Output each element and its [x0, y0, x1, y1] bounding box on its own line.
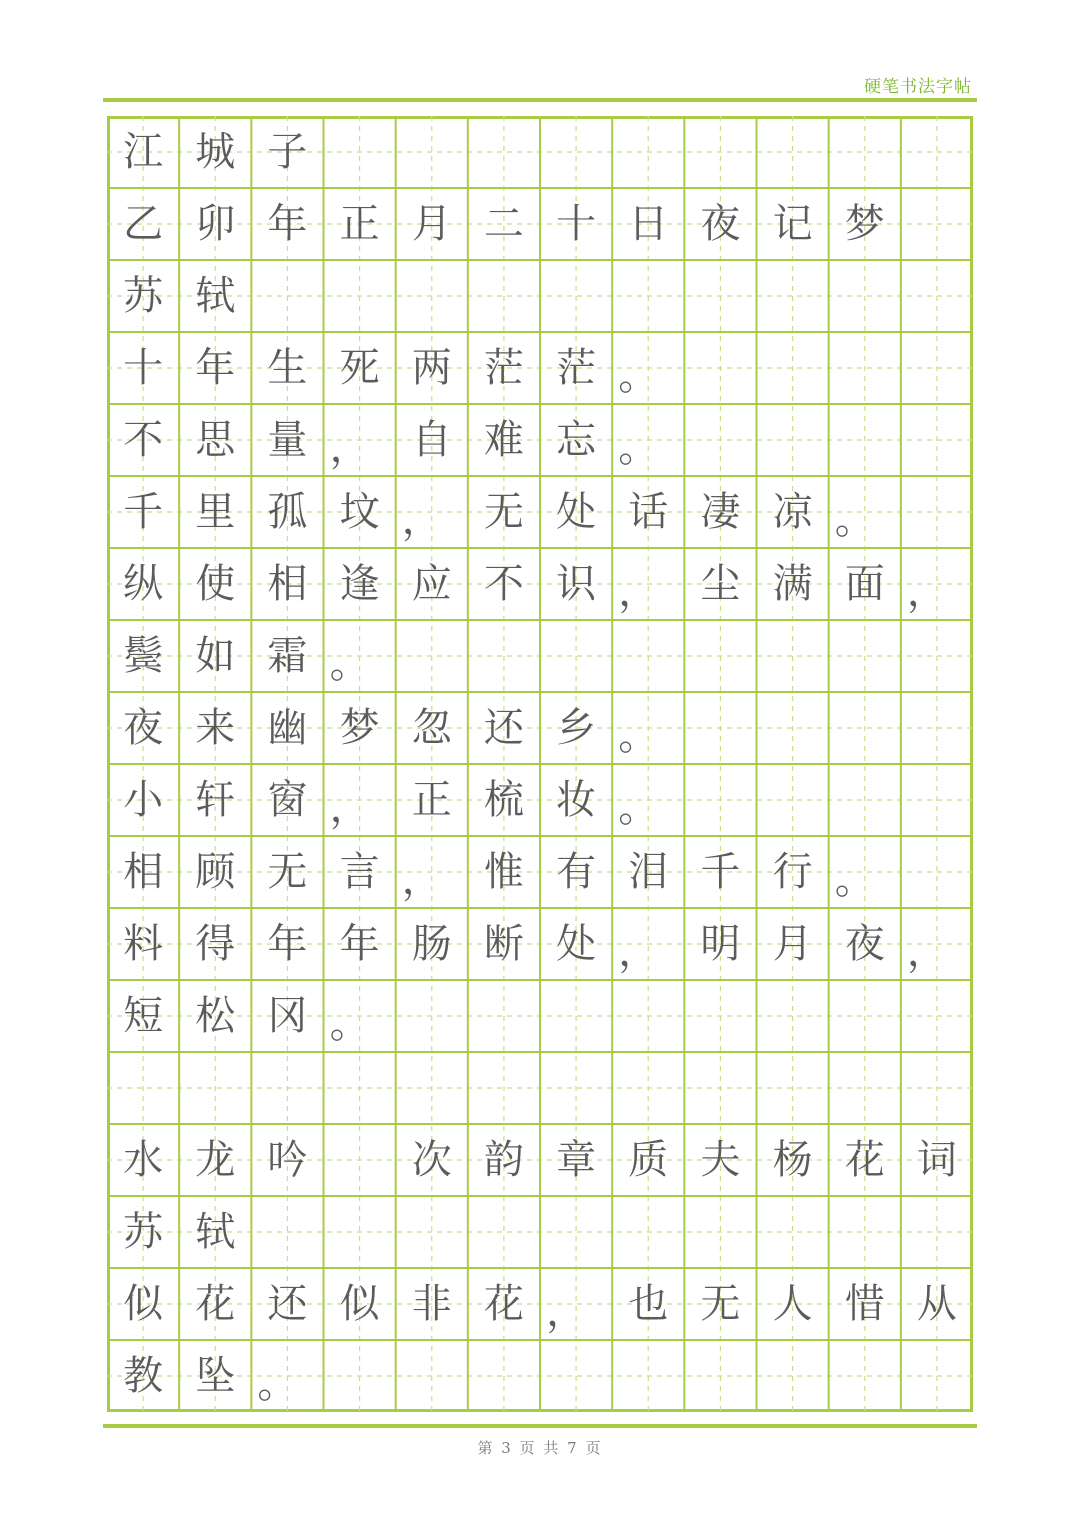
grid-character: 从 — [916, 1281, 957, 1327]
grid-character: 松 — [195, 993, 236, 1039]
grid-character: 夫 — [700, 1137, 741, 1183]
grid-character: 卯 — [195, 201, 236, 247]
grid-character: 二 — [483, 201, 524, 247]
grid-character: 处 — [556, 489, 597, 535]
header-rule — [103, 98, 977, 102]
grid-character: 凉 — [772, 489, 813, 535]
grid-character: 处 — [556, 921, 597, 967]
grid-character: 十 — [556, 201, 597, 247]
grid-character: 月 — [411, 201, 452, 247]
grid-character: 冈 — [267, 993, 308, 1039]
grid-character: ， — [329, 425, 370, 471]
grid-character: 里 — [195, 489, 236, 535]
grid-character: 人 — [772, 1281, 813, 1327]
grid-character: 明 — [700, 921, 741, 967]
grid-character: 梦 — [339, 705, 380, 751]
grid-character: 话 — [628, 489, 669, 535]
grid-character: 鬓 — [123, 633, 164, 679]
grid-character: 龙 — [195, 1137, 236, 1183]
grid-character: 。 — [834, 857, 875, 903]
grid-character: 教 — [123, 1353, 164, 1399]
grid-character: 千 — [700, 849, 741, 895]
grid-character: 夜 — [700, 201, 741, 247]
grid-character: 坟 — [339, 489, 380, 535]
grid-character: 轩 — [195, 777, 236, 823]
grid-character: 幽 — [267, 705, 308, 751]
grid-character: ， — [546, 1289, 587, 1335]
grid-character: 短 — [123, 993, 164, 1039]
grid-character: ， — [401, 497, 442, 543]
grid-character: 乡 — [556, 705, 597, 751]
grid-character: 千 — [123, 489, 164, 535]
grid-character: 识 — [556, 561, 597, 607]
grid-character: 。 — [618, 425, 659, 471]
grid-character: ， — [618, 929, 659, 975]
grid-character: 轼 — [195, 273, 236, 319]
grid-character: 吟 — [267, 1137, 308, 1183]
grid-character: 江 — [123, 129, 164, 175]
grid-character: 使 — [195, 561, 236, 607]
grid-character: 梳 — [483, 777, 524, 823]
grid-character: 凄 — [700, 489, 741, 535]
grid-character: 如 — [195, 633, 236, 679]
grid-character: 窗 — [267, 777, 308, 823]
grid-character: 。 — [618, 353, 659, 399]
grid-character: 无 — [700, 1281, 741, 1327]
grid-character: 韵 — [483, 1137, 524, 1183]
grid-character: 年 — [339, 921, 380, 967]
grid-character: 也 — [628, 1281, 669, 1327]
grid-character: 还 — [267, 1281, 308, 1327]
grid-character: 月 — [772, 921, 813, 967]
grid-character: 惟 — [483, 849, 524, 895]
grid-character: 十 — [123, 345, 164, 391]
grid-character: 花 — [844, 1137, 885, 1183]
grid-character: 行 — [772, 849, 813, 895]
grid-character: 思 — [195, 417, 236, 463]
grid-character: 苏 — [123, 273, 164, 319]
grid-character: 。 — [257, 1361, 298, 1407]
grid-character: 。 — [618, 785, 659, 831]
grid-character: 言 — [339, 849, 380, 895]
grid-character: 日 — [628, 201, 669, 247]
grid-character: 非 — [411, 1281, 452, 1327]
grid-character: 年 — [267, 201, 308, 247]
grid-character: 难 — [483, 417, 524, 463]
grid-character: 茫 — [483, 345, 524, 391]
grid-character: 自 — [411, 417, 452, 463]
grid-character: 记 — [772, 201, 813, 247]
grid-character: 夜 — [844, 921, 885, 967]
grid-character: 面 — [844, 561, 885, 607]
grid-character: 应 — [411, 561, 452, 607]
grid-character: ， — [906, 929, 947, 975]
grid-character: 词 — [916, 1137, 957, 1183]
grid-character: 年 — [267, 921, 308, 967]
grid-character: 妆 — [556, 777, 597, 823]
grid-character: 孤 — [267, 489, 308, 535]
grid-character: 花 — [483, 1281, 524, 1327]
grid-character: 来 — [195, 705, 236, 751]
grid-character: 生 — [267, 345, 308, 391]
grid-character: 肠 — [411, 921, 452, 967]
grid-character: 顾 — [195, 849, 236, 895]
grid-character: 小 — [123, 777, 164, 823]
grid-character: 无 — [267, 849, 308, 895]
grid-character: 似 — [123, 1281, 164, 1327]
grid-character: 不 — [483, 561, 524, 607]
grid-character: 花 — [195, 1281, 236, 1327]
grid-character: 料 — [123, 921, 164, 967]
grid-character: 不 — [123, 417, 164, 463]
grid-character: 乙 — [123, 201, 164, 247]
header-title: 硬笔书法字帖 — [864, 77, 972, 97]
grid-character: 正 — [339, 201, 380, 247]
grid-character: 质 — [628, 1137, 669, 1183]
grid-character: 泪 — [628, 849, 669, 895]
practice-grid — [107, 116, 973, 1412]
grid-character: ， — [401, 857, 442, 903]
grid-character: 子 — [267, 129, 308, 175]
grid-character: 两 — [411, 345, 452, 391]
grid-character: 纵 — [123, 561, 164, 607]
grid-character: 忽 — [411, 705, 452, 751]
grid-character: 霜 — [267, 633, 308, 679]
grid-character: 杨 — [772, 1137, 813, 1183]
grid-character: 年 — [195, 345, 236, 391]
grid-character: 。 — [329, 641, 370, 687]
grid-character: 得 — [195, 921, 236, 967]
grid-character: 满 — [772, 561, 813, 607]
grid-character: 似 — [339, 1281, 380, 1327]
grid-character: ， — [329, 785, 370, 831]
grid-character: 断 — [483, 921, 524, 967]
grid-character: 苏 — [123, 1209, 164, 1255]
footer-rule — [103, 1424, 977, 1428]
grid-character: 相 — [267, 561, 308, 607]
grid-character: 死 — [339, 345, 380, 391]
grid-character: 量 — [267, 417, 308, 463]
grid-character: 次 — [411, 1137, 452, 1183]
grid-character: 忘 — [556, 417, 597, 463]
grid-character: 城 — [195, 129, 236, 175]
grid-character: 水 — [123, 1137, 164, 1183]
grid-character: 惜 — [844, 1281, 885, 1327]
grid-character: 轼 — [195, 1209, 236, 1255]
grid-character: 。 — [834, 497, 875, 543]
page-number: 第 3 页 共 7 页 — [477, 1439, 603, 1457]
grid-character: 夜 — [123, 705, 164, 751]
grid-character: 逢 — [339, 561, 380, 607]
grid-character: ， — [618, 569, 659, 615]
grid-character: 还 — [483, 705, 524, 751]
grid-character: 。 — [618, 713, 659, 759]
grid-character: 章 — [556, 1137, 597, 1183]
grid-character: 尘 — [700, 561, 741, 607]
grid-character: 梦 — [844, 201, 885, 247]
grid-character: 茫 — [556, 345, 597, 391]
grid-character: 无 — [483, 489, 524, 535]
grid-character: 正 — [411, 777, 452, 823]
grid-character: ， — [906, 569, 947, 615]
grid-character: 坠 — [195, 1353, 236, 1399]
grid-character: 相 — [123, 849, 164, 895]
grid-character: 有 — [556, 849, 597, 895]
grid-character: 。 — [329, 1001, 370, 1047]
